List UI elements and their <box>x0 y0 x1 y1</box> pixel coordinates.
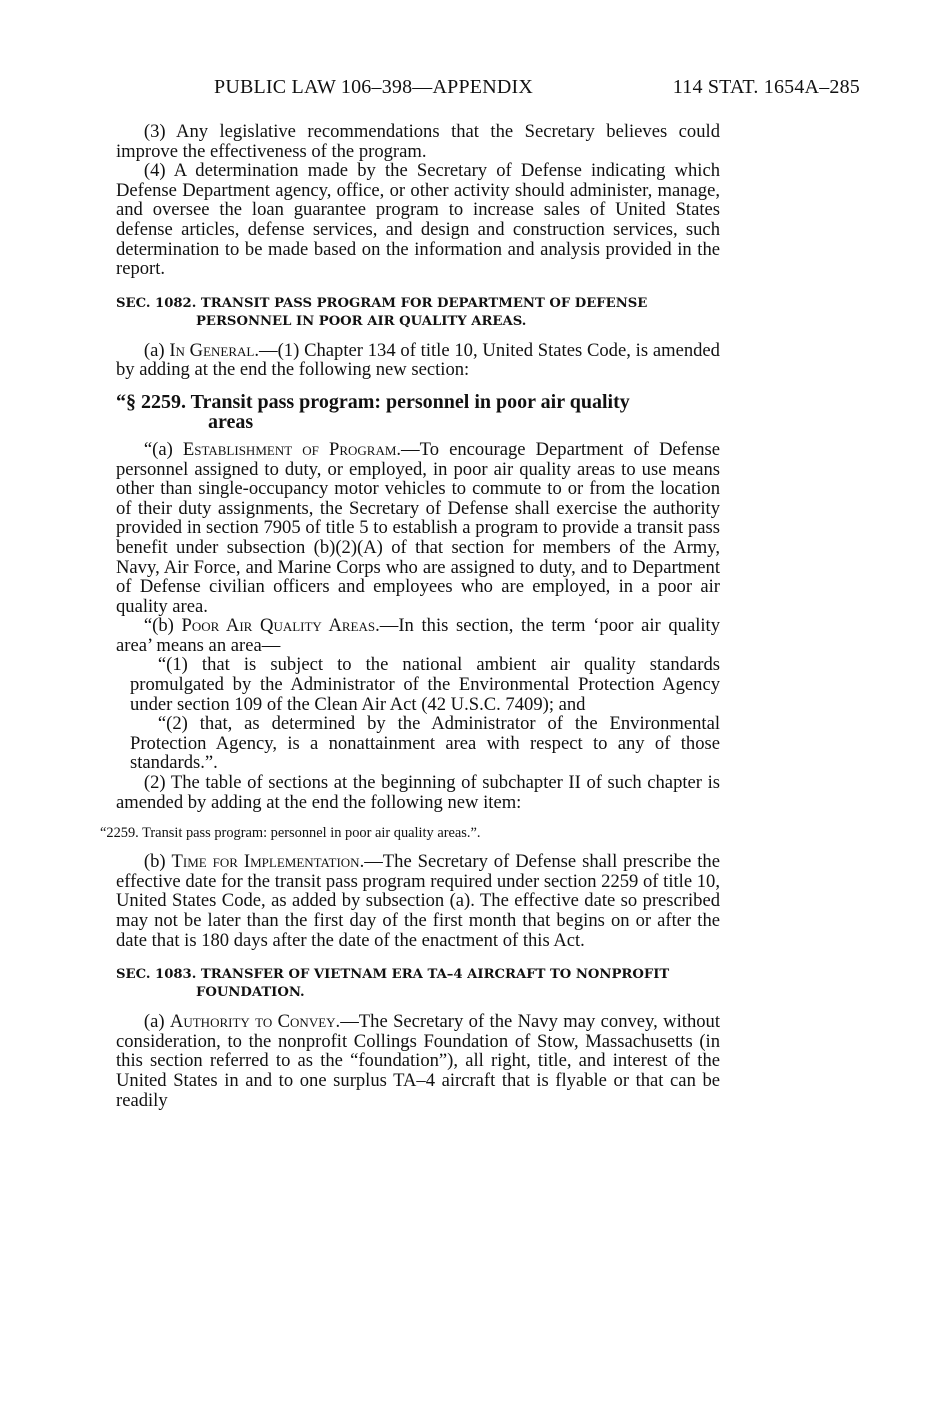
section-1083-subsection-a <box>116 1012 720 1110</box>
text: .—To encourage Department of Defense personnel assigned to duty, or employed, in poor air quality areas to use means other than single-occupancy motor vehicles to commute to or from the location of their duty assignments, the Secretary of Defense shall exercise the authority provided in section 7905 of title 5 to establish a program to provide a transit pass benefit under subsection (b)(2)(A) of that section for members of the Army, Navy, Air Force, and Marine Corps who are assigned to duty, and to Department of Defense civilian officers and employees who are employed, in a poor air quality area. <box>116 438 720 617</box>
text: .—The Secretary of Defense shall prescribe the effective date for the transit pass program required under section 2259 of title 10, United States Code, as added by subsection (a). The effective date so prescribed may not be later than the first day of the first month that begins on or after the date that is 180 days after the date of the enactment of this Act. <box>116 851 720 951</box>
section-1082-heading <box>116 295 720 331</box>
section-1082-number: SEC. 1082. <box>116 295 197 311</box>
header-public-law: PUBLIC LAW 106–398—APPENDIX <box>214 76 533 98</box>
running-header <box>214 76 860 102</box>
label: (b) <box>143 851 172 873</box>
paragraph-3: (3) Any legislative recommendations that the Secretary believes could improve the effectiveness of the program. <box>116 121 720 162</box>
header-stat-page: 114 STAT. 1654A–285 <box>672 76 860 98</box>
label: “(a) <box>143 438 183 460</box>
caption-authority-to-convey: Authority to Convey <box>169 1011 336 1033</box>
section-1083-number: SEC. 1083. <box>116 967 197 983</box>
section-1082-subsection-b <box>116 852 720 950</box>
paragraph-2-table-of-sections: (2) The table of sections at the beginning of subchapter II of such chapter is amended by adding at the end the following new item: <box>116 772 720 813</box>
establishment-of-program <box>116 440 720 616</box>
caption-time-for-implementation: Time for Implementation <box>171 851 360 873</box>
text: .—The Secretary of the Navy may convey, without consideration, to the nonprofit Collings Foundation of Stow, Massachusetts (in this section referred to as the “foundation”), all right, title, and interest of the United States in and to one surplus TA–4 aircraft that is flyable or that can be readily <box>116 1011 720 1111</box>
table-of-sections-item: “2259. Transit pass program: personnel in poor air quality areas.”. <box>100 825 481 842</box>
caption-establishment: Establishment of Program <box>182 438 397 460</box>
section-1082-title-line1: TRANSIT PASS PROGRAM FOR DEPARTMENT OF DEFENSE <box>200 295 648 311</box>
paragraph-item-2: “(2) that, as determined by the Administrator of the Environmental Protection Agency, is a nonattainment area with respect to any of those standards.”. <box>130 713 720 774</box>
paragraph-item-1: “(1) that is subject to the national ambient air quality standards promulgated by the Administrator of the Environmental Protection Agency under section 109 of the Clean Air Act (42 U.S.C. 7409); and <box>130 654 720 715</box>
section-1083-title-line1: TRANSFER OF VIETNAM ERA TA–4 AIRCRAFT TO NONPROFIT <box>200 967 670 983</box>
section-1082-subsection-a <box>116 341 720 380</box>
label: (a) <box>143 1011 170 1033</box>
section-1083-heading <box>116 966 720 1002</box>
new-section-title-line2: areas <box>208 410 254 433</box>
poor-air-quality-areas <box>116 616 720 655</box>
new-section-2259-title <box>116 392 720 432</box>
section-1082-title-line2: PERSONNEL IN POOR AIR QUALITY AREAS. <box>196 313 527 329</box>
paragraph-4: (4) A determination made by the Secretary of Defense indicating which Defense Department agency, office, or other activity should administer, manage, and oversee the loan guarantee program to increase sales of United States defense articles, defense services, and design and construction services, such determination to be made based on the information and analysis provided in the report. <box>116 160 720 280</box>
caption-in-general: In General <box>169 339 255 361</box>
new-section-title-line1: “§ 2259. Transit pass program: personnel in poor air quality <box>116 390 630 413</box>
label: (a) <box>143 339 170 361</box>
section-1083-title-line2: FOUNDATION. <box>196 985 305 1001</box>
text: .—In this section, the term ‘poor air quality area’ means an area— <box>116 615 720 656</box>
label: “(b) <box>143 615 182 637</box>
text: .—(1) Chapter 134 of title 10, United States Code, is amended by adding at the end the following new section: <box>116 339 720 381</box>
caption-poor-air-quality: Poor Air Quality Areas <box>181 615 376 637</box>
body-text <box>100 121 720 1111</box>
